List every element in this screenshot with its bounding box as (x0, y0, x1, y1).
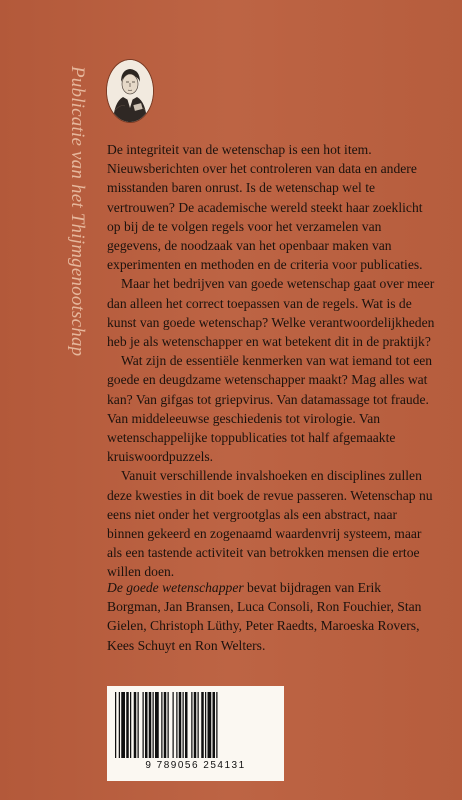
portrait-engraving-icon (107, 60, 153, 122)
portrait-medallion (107, 60, 153, 122)
blurb-paragraph: Maar het bedrijven van goede wetenschap gaat over meer dan alleen het correct toepassen van de regels. Wat is de kunst van goede wetenschap? Welke verantwoordelijkheden heb je als wetenschapper en wat betekent dit in de praktijk? (107, 276, 435, 350)
contributors-note (107, 578, 437, 655)
contributors-list: bevat bijdragen van Erik Borgman, Jan Bransen, Luca Consoli, Ron Fouchier, Stan Gielen, Christoph Lüthy, Peter Raedts, Maroeska Rovers, Kees Schuyt en Ron Welters. (107, 580, 422, 653)
blurb-paragraph: Vanuit verschillende invalshoeken en disciplines zullen deze kwesties in dit boek de revue passeren. Wetenschap nu eens niet onder het vergrootglas als een abstract, naar binnen gekeerd en zogenaamd waardenvrij systeem, maar als een tastende activiteit van betrokken mensen die ertoe willen doen. (107, 468, 433, 580)
series-title: Publicatie van het Thijmgenootschap (67, 66, 88, 357)
barcode (107, 686, 284, 781)
barcode-bars (115, 692, 276, 758)
blurb (107, 140, 437, 582)
isbn-number: 9 789056 254131 (145, 760, 246, 771)
blurb-paragraph: De integriteit van de wetenschap is een hot item. Nieuwsberichten over het controleren van data en andere misstanden baren onrust. Is de wetenschap wel te vertrouwen? De academische wereld steekt haar zoeklicht op bij de te volgen regels voor het verzamelen van gegevens, de noodzaak van het openbaar maken van experimenten en methoden en de criteria voor publicaties. (107, 142, 423, 273)
book-title: De goede wetenschapper (107, 580, 244, 595)
blurb-paragraph: Wat zijn de essentiële kenmerken van wat iemand tot een goede en deugdzame wetenschapper maakt? Mag alles wat kan? Van gifgas tot griepvirus. Van datamassage tot fraude. Van middeleeuwse geschiedenis tot virologie. Van wetenschappelijke toppublicaties tot half afgemaakte kruiswoordpuzzels. (107, 353, 433, 465)
